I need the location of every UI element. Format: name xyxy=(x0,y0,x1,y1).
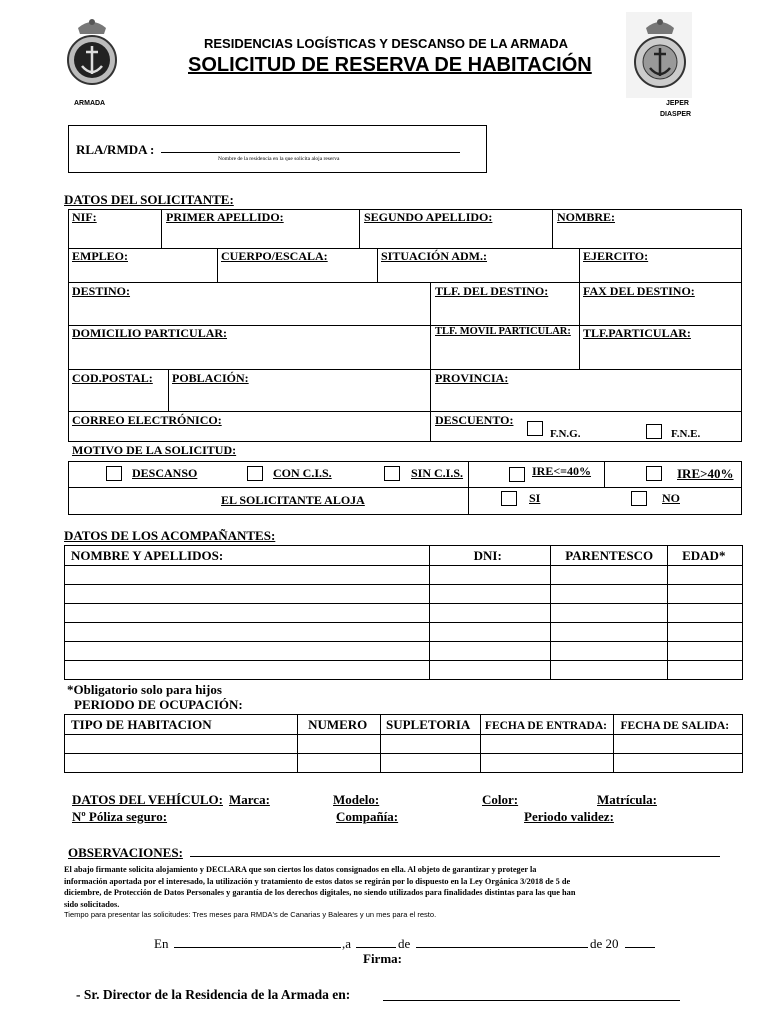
director-input[interactable] xyxy=(383,1000,680,1001)
con-cis-label: CON C.I.S. xyxy=(273,466,332,480)
page-title: SOLICITUD DE RESERVA DE HABITACIÓN xyxy=(188,54,592,76)
solicitante-title: DATOS DEL SOLICITANTE: xyxy=(64,192,234,207)
table-row[interactable] xyxy=(65,604,743,623)
ejercito-field[interactable]: EJERCITO: xyxy=(583,249,649,263)
aloja-no-checkbox[interactable] xyxy=(631,491,647,506)
observaciones-input[interactable] xyxy=(190,856,720,857)
col-supletoria: SUPLETORIA xyxy=(385,716,471,732)
col-nombre-apellidos: NOMBRE Y APELLIDOS: xyxy=(71,547,224,563)
domicilio-field[interactable]: DOMICILIO PARTICULAR: xyxy=(72,326,228,340)
tlf-movil-field[interactable]: TLF. MOVIL PARTICULAR: xyxy=(435,326,571,337)
legal-text xyxy=(64,864,726,910)
ire-gt40-label: IRE>40% xyxy=(677,466,734,481)
plazo-text: Tiempo para presentar las solicitudes: Tres meses para RMDA's de Canarias y Baleares y un mes para el resto. xyxy=(64,910,437,919)
poliza-field[interactable]: Nº Póliza seguro: xyxy=(72,809,168,824)
firma-label: Firma: xyxy=(363,951,402,966)
correo-field[interactable]: CORREO ELECTRÓNICO: xyxy=(72,413,222,427)
cuerpo-escala-field[interactable]: CUERPO/ESCALA: xyxy=(221,249,328,263)
tlf-destino-field[interactable]: TLF. DEL DESTINO: xyxy=(435,284,549,298)
col-tipo-habitacion: TIPO DE HABITACION xyxy=(71,716,212,732)
en-label: En xyxy=(154,936,169,951)
col-fecha-salida: FECHA DE SALIDA: xyxy=(620,719,730,732)
ire-gt40-checkbox[interactable] xyxy=(646,466,662,481)
anio-input[interactable] xyxy=(625,947,655,948)
hijos-note: *Obligatorio solo para hijos xyxy=(67,682,222,697)
ire-le40-checkbox[interactable] xyxy=(509,467,525,482)
descanso-checkbox[interactable] xyxy=(106,466,122,481)
col-fecha-entrada: FECHA DE ENTRADA: xyxy=(484,719,607,732)
diasper-caption: DIASPER xyxy=(660,111,692,118)
nif-field[interactable]: NIF: xyxy=(72,210,97,224)
table-row[interactable] xyxy=(65,754,743,773)
tlf-particular-field[interactable]: TLF.PARTICULAR: xyxy=(583,326,691,340)
acompanantes-table xyxy=(64,545,743,680)
legal-line-4: sido solicitados. xyxy=(64,899,120,909)
ocupacion-title: PERIODO DE OCUPACIÓN: xyxy=(74,697,243,712)
fne-label: F.N.E. xyxy=(671,428,701,440)
periodo-validez-field[interactable]: Periodo validez: xyxy=(524,809,614,824)
matricula-field[interactable]: Matrícula: xyxy=(597,792,657,807)
observaciones-title: OBSERVACIONES: xyxy=(68,845,183,860)
descanso-label: DESCANSO xyxy=(132,466,198,480)
solicitante-aloja-label: EL SOLICITANTE ALOJA xyxy=(221,493,365,507)
provincia-field[interactable]: PROVINCIA: xyxy=(435,371,509,385)
motivo-title: MOTIVO DE LA SOLICITUD: xyxy=(72,443,237,457)
poblacion-field[interactable]: POBLACIÓN: xyxy=(172,371,249,385)
a-label: ,a xyxy=(342,936,352,951)
vehiculo-title: DATOS DEL VEHÍCULO: xyxy=(72,792,223,807)
con-cis-checkbox[interactable] xyxy=(247,466,263,481)
segundo-apellido-field[interactable]: SEGUNDO APELLIDO: xyxy=(364,210,493,224)
aloja-no-label: NO xyxy=(662,491,680,505)
table-row[interactable] xyxy=(65,585,743,604)
table-row[interactable] xyxy=(65,735,743,754)
sin-cis-checkbox[interactable] xyxy=(384,466,400,481)
nombre-field[interactable]: NOMBRE: xyxy=(557,210,615,224)
color-field[interactable]: Color: xyxy=(482,792,519,807)
lugar-input[interactable] xyxy=(174,947,341,948)
situacion-adm-field[interactable]: SITUACIÓN ADM.: xyxy=(381,249,488,263)
fng-label: F.N.G. xyxy=(550,428,581,440)
col-numero: NUMERO xyxy=(308,716,368,732)
ocupacion-table xyxy=(64,714,743,773)
legal-line-1: El abajo firmante solicita alojamiento y DECLARA que son ciertos los datos consignados en ella. Al objeto de garantizar y proteger la xyxy=(64,865,537,874)
table-row[interactable] xyxy=(65,661,743,680)
dia-input[interactable] xyxy=(356,947,396,948)
org-name: RESIDENCIAS LOGÍSTICAS Y DESCANSO DE LA ARMADA xyxy=(204,36,569,51)
marca-field[interactable]: Marca: xyxy=(229,792,270,807)
ire-le40-label: IRE<=40% xyxy=(532,464,592,478)
rla-label: RLA/RMDA : xyxy=(76,142,155,157)
legal-line-2: información aportada por el interesado, la utilización y tratamiento de estos datos se regirán por lo dispuesto en la Ley Orgánica 3/2018 de 5 de xyxy=(64,876,571,886)
primer-apellido-field[interactable]: PRIMER APELLIDO: xyxy=(166,210,284,224)
table-row[interactable] xyxy=(65,642,743,661)
sin-cis-label: SIN C.I.S. xyxy=(411,466,464,480)
rla-input[interactable] xyxy=(161,152,460,153)
de-label-1: de xyxy=(398,936,411,951)
col-edad: EDAD* xyxy=(682,547,726,563)
fne-checkbox[interactable] xyxy=(646,424,662,439)
fax-destino-field[interactable]: FAX DEL DESTINO: xyxy=(583,284,695,298)
col-dni: DNI: xyxy=(473,547,502,563)
de-label-2: de 20 xyxy=(590,936,619,951)
armada-emblem-left xyxy=(64,14,120,94)
cod-postal-field[interactable]: COD.POSTAL: xyxy=(72,371,153,385)
compania-field[interactable]: Compañía: xyxy=(336,809,399,824)
aloja-si-label: SI xyxy=(529,491,541,505)
legal-line-3: diciembre, de Protección de Datos Personales y garantía de los derechos digitales, no siendo utilizados para finalidades distintas para las que han xyxy=(64,888,576,897)
jeper-emblem-right xyxy=(632,14,688,94)
fng-checkbox[interactable] xyxy=(527,421,543,436)
acompanantes-title: DATOS DE LOS ACOMPAÑANTES: xyxy=(64,528,276,543)
jeper-caption: JEPER xyxy=(666,100,689,107)
director-label: - Sr. Director de la Residencia de la Armada en: xyxy=(76,987,351,1002)
col-parentesco: PARENTESCO xyxy=(565,547,654,563)
modelo-field[interactable]: Modelo: xyxy=(333,792,380,807)
empleo-field[interactable]: EMPLEO: xyxy=(72,249,128,263)
table-row[interactable] xyxy=(65,623,743,642)
mes-input[interactable] xyxy=(416,947,588,948)
table-row[interactable] xyxy=(65,566,743,585)
descuento-label: DESCUENTO: xyxy=(435,413,514,427)
aloja-si-checkbox[interactable] xyxy=(501,491,517,506)
armada-caption: ARMADA xyxy=(74,100,106,107)
destino-field[interactable]: DESTINO: xyxy=(72,284,131,298)
rla-note: Nombre de la residencia en la que solicita aloja reserva xyxy=(218,156,340,162)
